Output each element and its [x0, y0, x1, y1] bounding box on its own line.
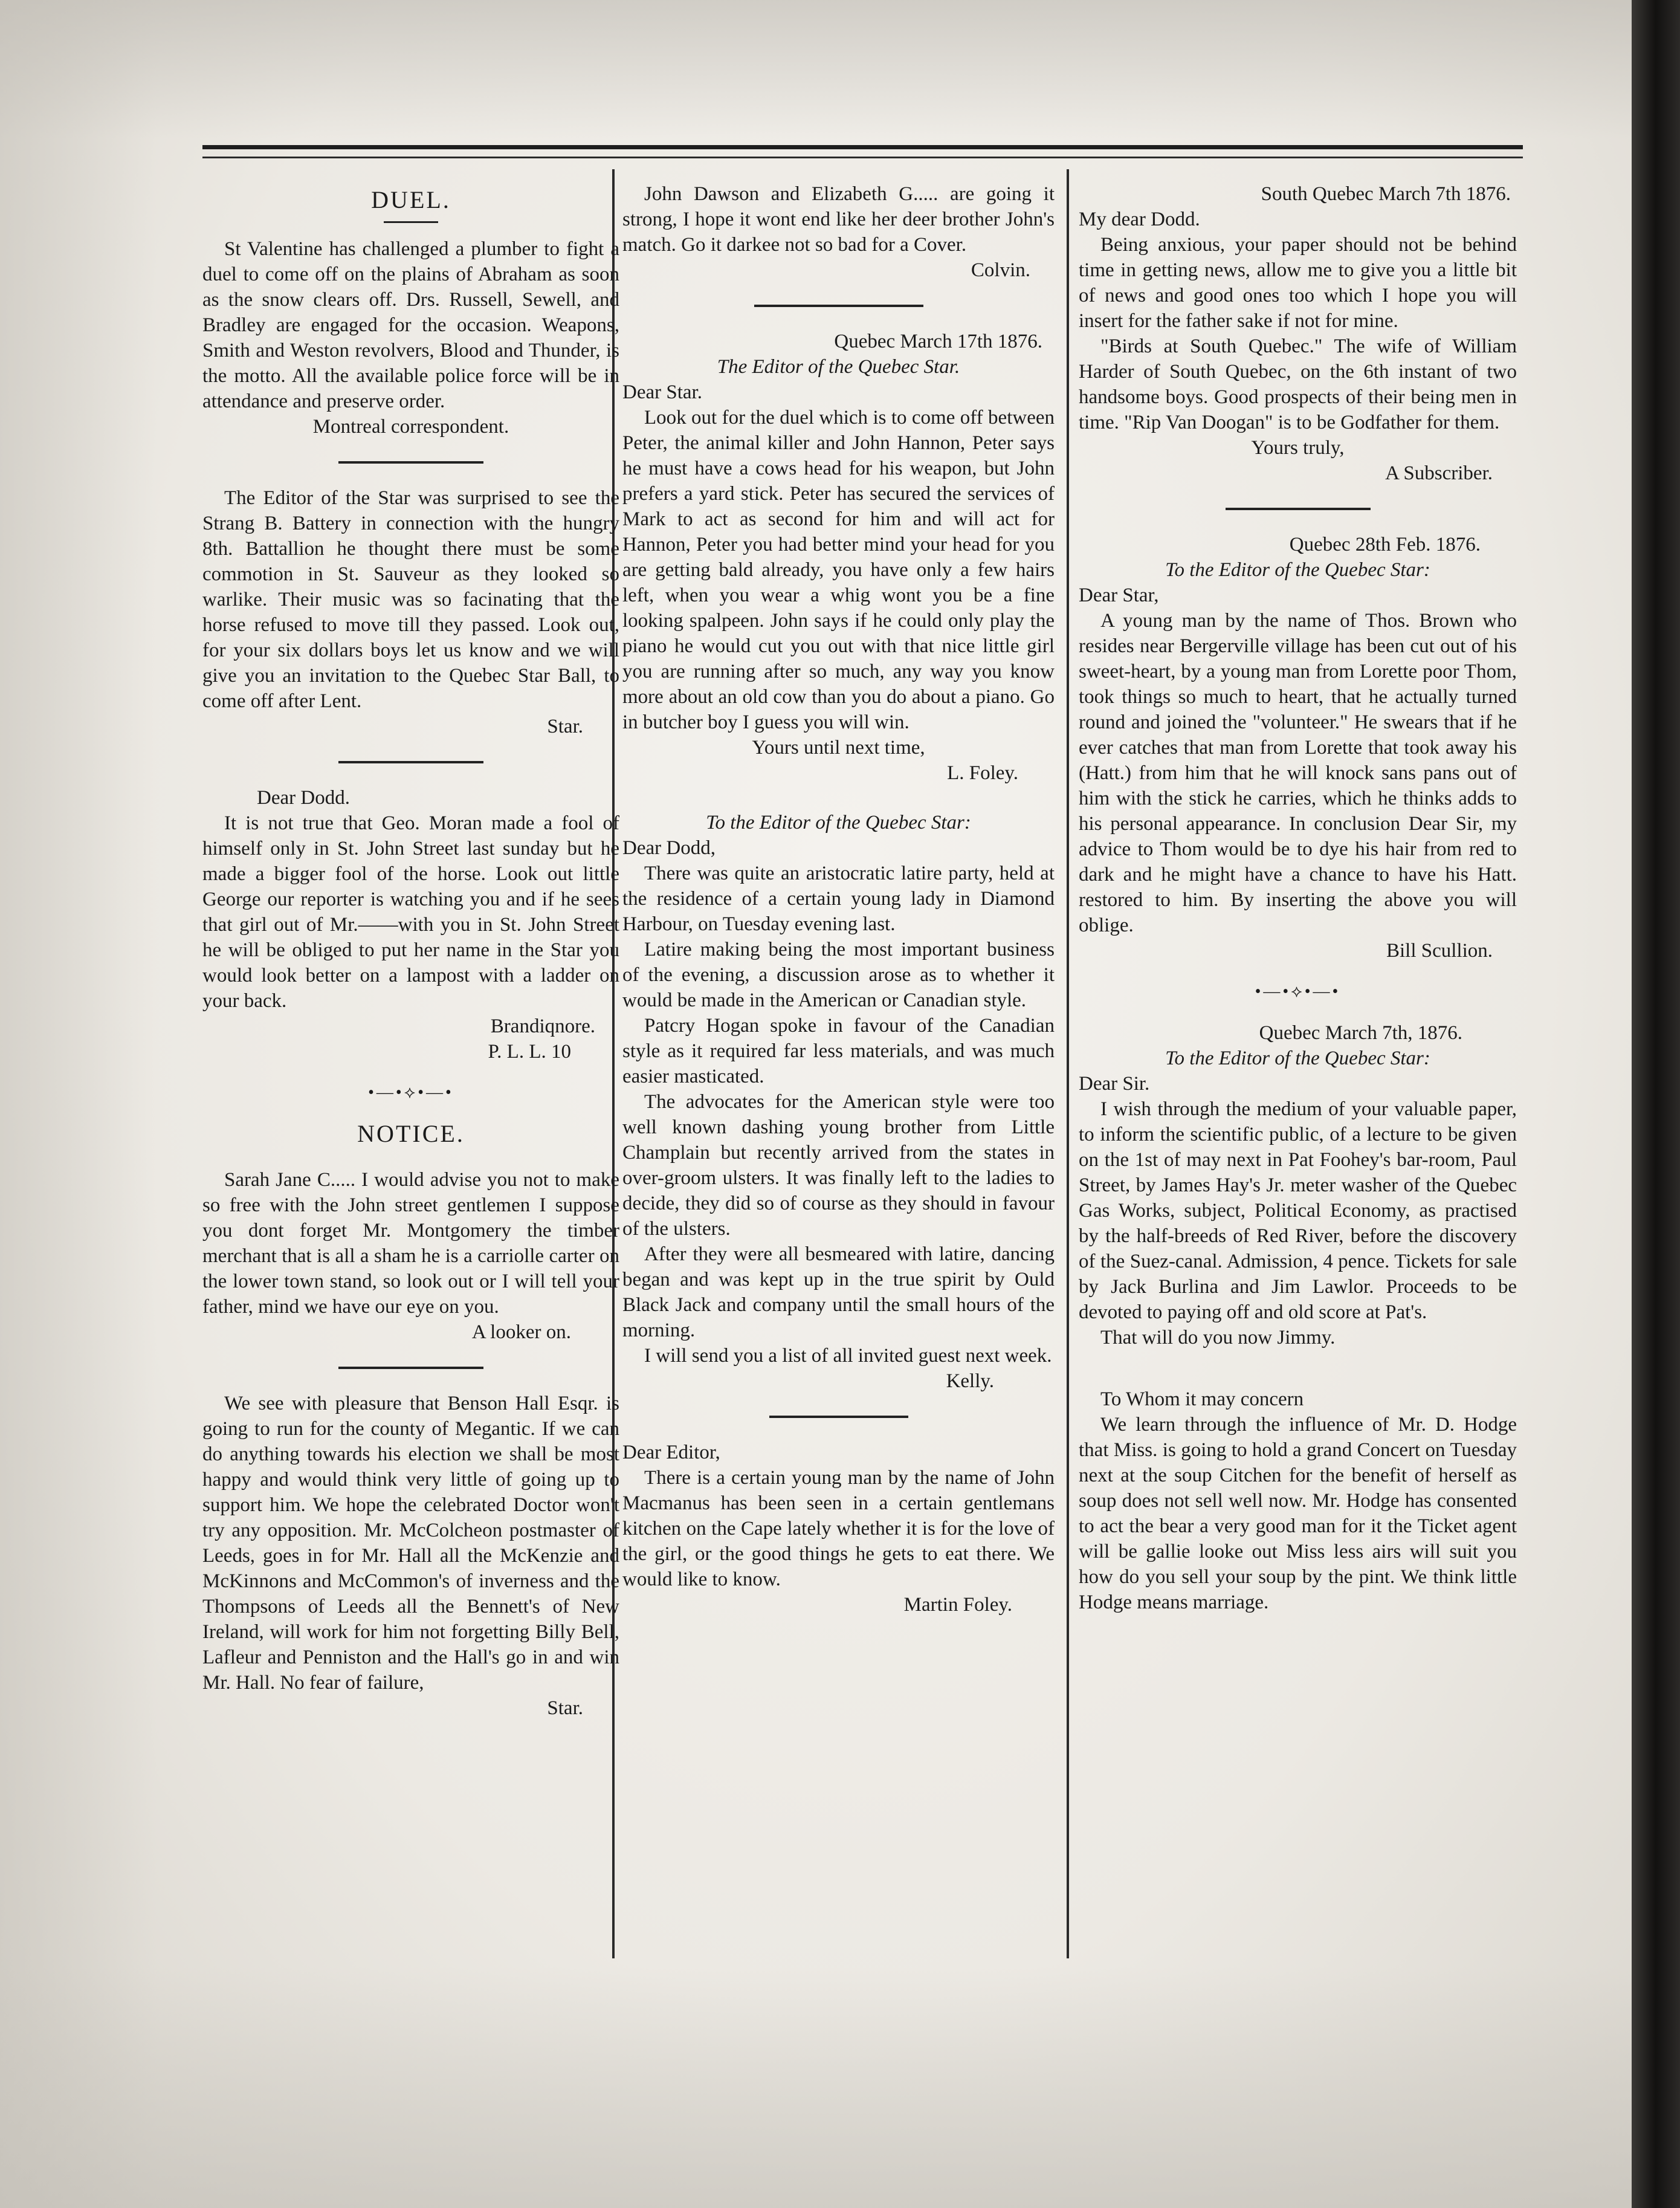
ornament-divider: •—•⟡•—• [368, 1083, 454, 1102]
section-rule [769, 1416, 908, 1418]
hall-signature: Star. [547, 1697, 583, 1719]
heading-rule [384, 221, 438, 223]
scullion-dateline: Quebec 28th Feb. 1876. [1289, 534, 1481, 555]
hodge-article: We learn through the influence of Mr. D. Hodge that Miss. is going to hold a grand Concert on Tuesday next at the soup Citchen for the benefit of herself as soup does not sell well now. Mr. Hodge has consented to act the bear a very good man for it the Ticket agent will be gallie looke out Miss less airs will suit you how do you sell your soup by the pint. We think little Hodge means marriage. [1079, 1414, 1517, 1613]
battery-article: The Editor of the Star was surprised to see the Strang B. Battery in connection with the hungry 8th. Battallion he thought there must be some commotion in St. Sauveur as they looked so warlike. Their music was so facinating that the horse refused to move till they passed. Look out, for your six dollars boys let us know and we will give you an invitation to the Quebec Star Ball, to come off after Lent. [202, 487, 619, 712]
foley-salutation: Dear Star. [622, 381, 702, 403]
scullion-salutation: Dear Star, [1079, 584, 1159, 606]
notice-signature: A looker on. [471, 1321, 571, 1343]
dodd-salutation: Dear Dodd. [257, 787, 350, 809]
column-2 [622, 181, 1055, 1617]
section-rule [754, 305, 923, 307]
column-1 [202, 181, 619, 1721]
dawson-signature: Colvin. [971, 259, 1030, 281]
section-rule [338, 461, 483, 464]
duel-article: St Valentine has challenged a plumber to fight a duel to come off on the plains of Abraham as soon as the snow clears off. Drs. Russell, Sewell, and Bradley are engaged for the occasion. Weapons, Smith and Weston revolvers, Blood and Thunder, is the motto. All the available police force will be in attendance and preserve order. [202, 238, 619, 412]
hall-article: We see with pleasure that Benson Hall Esqr. is going to run for the county of Megantic. If we can do anything towards his election we shall be most happy and would think very little of going up to support him. We hope the celebrated Doctor won't try any opposition. Mr. McColcheon postmaster of Leeds, goes in for Mr. Hall all the McKenzie and McKinnons and McCommon's of inverness and the Thompsons of Leeds all the Bennett's of New Ireland, will work for him not forgetting Billy Bell, Lafleur and Penniston and the Hall's go in and win Mr. Hall. No fear of failure, [202, 1393, 619, 1694]
hays-dateline: Quebec March 7th, 1876. [1259, 1022, 1462, 1044]
hays-address: To the Editor of the Quebec Star: [1165, 1047, 1430, 1069]
column-3 [1079, 181, 1517, 1615]
scullion-address: To the Editor of the Quebec Star: [1165, 559, 1430, 581]
kelly-paragraph-6: I will send you a list of all invited guest next week. [644, 1345, 1052, 1367]
column-divider-2 [1067, 169, 1069, 1958]
page-binding-edge [1632, 0, 1680, 2208]
print-texture-top [0, 0, 1680, 139]
kelly-paragraph-5: After they were all besmeared with latire, dancing began and was kept up in the true spirit by Ould Black Jack and company until the small hours of the morning. [622, 1243, 1055, 1341]
foley-signature: L. Foley. [947, 762, 1018, 784]
print-texture-bottom [0, 1966, 1680, 2208]
kelly-signature: Kelly. [946, 1370, 994, 1392]
south-quebec-paragraph-2: "Birds at South Quebec." The wife of William Harder of South Quebec, on the 6th instant of two handsome boys. Good prospects of their being men in time. "Rip Van Doogan" is to be Godfather for them. [1079, 335, 1517, 433]
scullion-letter: A young man by the name of Thos. Brown who resides near Bergerville village has been cut out of his sweet-heart, by a young man from Lorette poor Thom, took things so much to heart, that he actually turned round and joined the "volunteer." He swears that if he ever catches that man from Lorette that took away his (Hatt.) from him that he will knock sans pans out of him with the stick he carries, which he thinks adds to his personal appearance. In conclusion Dear Sir, my advice to Thom would be to dye his hair from red to dark and he might have a chance to have his Hatt. restored to him. By inserting the above you will oblige. [1079, 610, 1517, 936]
dodd-signature: Brandiqnore. [490, 1015, 595, 1037]
notice-heading: NOTICE. [357, 1120, 465, 1147]
battery-signature: Star. [547, 716, 583, 737]
foley-letter: Look out for the duel which is to come off between Peter, the animal killer and John Hannon, Peter says he must have a cows head for his weapon, but John prefers a yard stick. Peter has secured the services of Mark to act as second for him and will act for Hannon, Peter you had better mind your head for you are getting bald already, you have only a few hairs left, when you wear a whig wont you be a fine looking spalpeen. John says if he could only play the piano he would cut you out with that nice little girl you are running after so much, any way you know more about an old cow than you do about a piano. Go in butcher boy I guess you will win. [622, 407, 1055, 733]
dodd-signature-code: P. L. L. 10 [488, 1041, 571, 1063]
macmanus-salutation: Dear Editor, [622, 1442, 720, 1463]
hays-paragraph-1: I wish through the medium of your valuable paper, to inform the scientific public, of a lecture to be given on the 1st of may next in Pat Foohey's bar-room, Paul Street, by James Hay's Jr. meter washer of the Quebec Gas Works, subject, Political Economy, as practised by the half-breeds of Red River, before the discovery of the Suez-canal. Admission, 4 pence. Tickets for sale by Jack Burlina and Jim Lawlor. Proceeds to be devoted to paying off and old score at Pat's. [1079, 1098, 1517, 1323]
south-quebec-paragraph-1: Being anxious, your paper should not be behind time in getting news, allow me to give you a little bit of news and good ones too which I hope you will insert for the father sake if not for mine. [1079, 234, 1517, 332]
foley-dateline: Quebec March 17th 1876. [834, 331, 1042, 352]
scullion-signature: Bill Scullion. [1386, 940, 1493, 962]
macmanus-signature: Martin Foley. [903, 1594, 1012, 1616]
kelly-address: To the Editor of the Quebec Star: [706, 812, 971, 834]
ornament-divider: •—•⟡•—• [1255, 982, 1341, 1001]
foley-closing: Yours until next time, [752, 737, 925, 759]
notice-article: Sarah Jane C..... I would advise you not to make so free with the John street gentlemen I suppose you dont forget Mr. Montgomery the timber merchant that is all a sham he is a carriolle carter on the lower town stand, so look out or I will tell your father, mind we have our eye on you. [202, 1169, 619, 1318]
duel-signature: Montreal correspondent. [312, 416, 509, 438]
kelly-paragraph-3: Patcry Hogan spoke in favour of the Canadian style as it required far less materials, and was much easier masticated. [622, 1015, 1055, 1087]
dawson-article: John Dawson and Elizabeth G..... are going it strong, I hope it wont end like her deer brother John's match. Go it darkee not so bad for a Cover. [622, 183, 1055, 256]
section-rule [338, 1367, 483, 1369]
section-rule [1226, 508, 1371, 510]
south-quebec-salutation: My dear Dodd. [1079, 209, 1200, 230]
macmanus-letter: There is a certain young man by the name of John Macmanus has been seen in a certain gentlemans kitchen on the Cape lately whether it is for the love of the girl, or the good things he gets to eat there. We would like to know. [622, 1467, 1055, 1590]
duel-heading: DUEL. [371, 186, 451, 213]
hodge-heading: To Whom it may concern [1100, 1388, 1304, 1410]
print-texture-left [0, 0, 157, 2208]
hays-paragraph-2: That will do you now Jimmy. [1100, 1327, 1336, 1348]
dodd-letter: It is not true that Geo. Moran made a fool of himself only in St. John Street last sunday but he made a bigger fool of the horse. Look out little George our reporter is watching you and if he sees that girl out of Mr.——with you in St. John Street he will be obliged to put her name in the Star you would look better on a lampost with a ladder on your back. [202, 812, 619, 1012]
south-quebec-signature: A Subscriber. [1385, 462, 1493, 484]
kelly-salutation: Dear Dodd, [622, 837, 716, 859]
header-rule [202, 145, 1523, 158]
kelly-paragraph-4: The advocates for the American style were too well known dashing young brother from Little Champlain but recently arrived from the states in over-groom ulsters. It was finally left to the ladies to decide, they did so of course as they should in favour of the ulsters. [622, 1091, 1055, 1240]
foley-address: The Editor of the Quebec Star. [717, 356, 960, 378]
section-rule [338, 761, 483, 763]
kelly-paragraph-2: Latire making being the most important business of the evening, a discussion arose as to whether it would be made in the American or Canadian style. [622, 939, 1055, 1011]
hays-salutation: Dear Sir. [1079, 1073, 1150, 1095]
south-quebec-closing: Yours truly, [1251, 437, 1345, 459]
south-quebec-dateline: South Quebec March 7th 1876. [1261, 183, 1511, 205]
kelly-paragraph-1: There was quite an aristocratic latire party, held at the residence of a certain young lady in Diamond Harbour, on Tuesday evening last. [622, 863, 1055, 935]
